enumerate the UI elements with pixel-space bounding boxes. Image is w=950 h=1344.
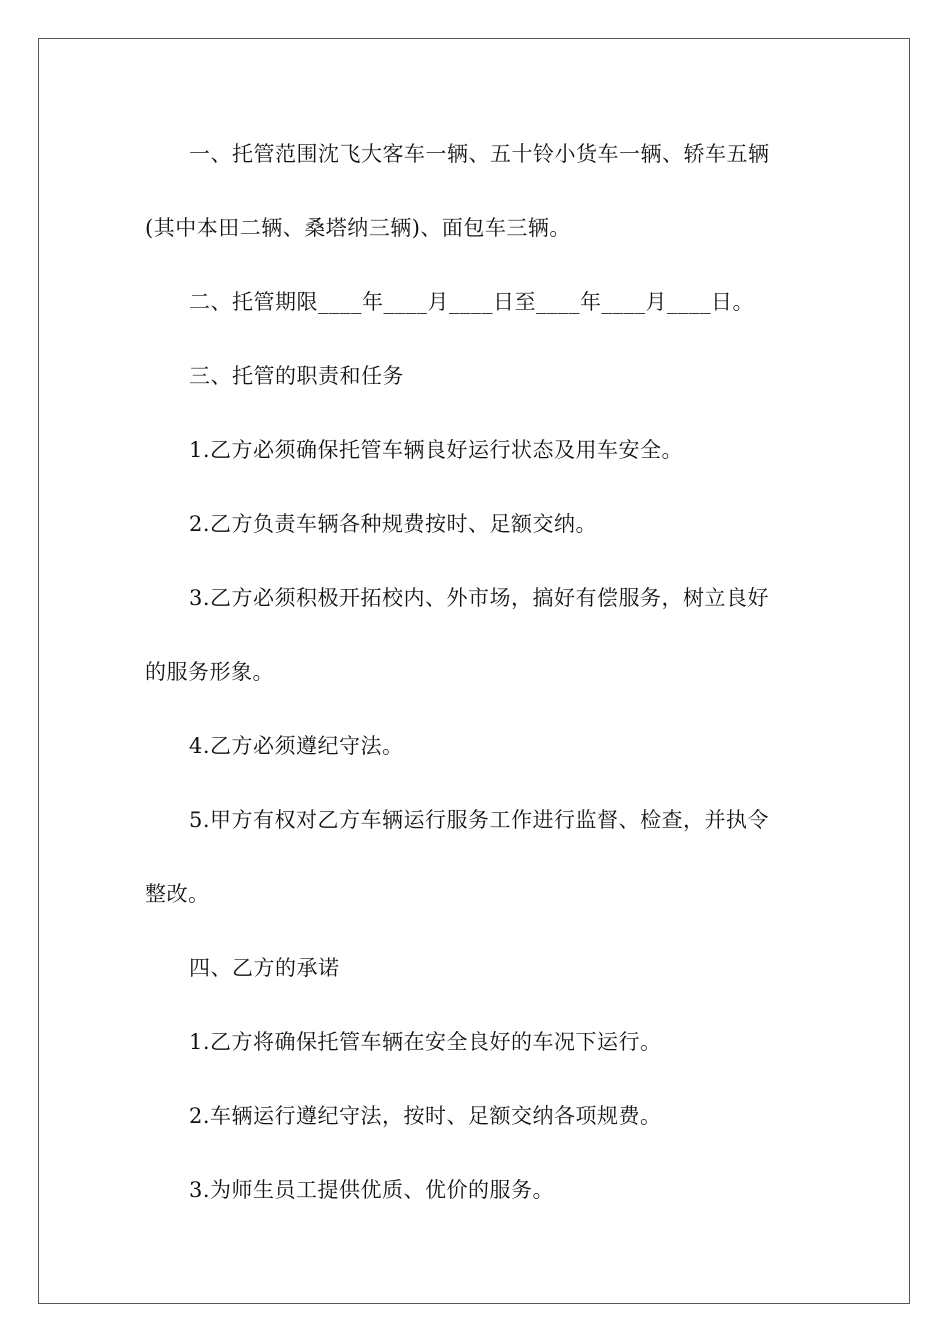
section-3-item-3-line-1: 3.乙方必须积极开拓校内、外市场，搞好有偿服务，树立良好 [189, 586, 770, 610]
section-3-item-2: 2.乙方负责车辆各种规费按时、足额交纳。 [189, 512, 598, 536]
section-3-heading: 三、托管的职责和任务 [189, 364, 404, 388]
section-4-heading: 四、乙方的承诺 [189, 956, 340, 980]
section-3-item-4: 4.乙方必须遵纪守法。 [189, 734, 404, 758]
document-body [145, 128, 805, 1238]
section-1-scope-line-1: 一、托管范围沈飞大客车一辆、五十铃小货车一辆、轿车五辆 [189, 142, 770, 166]
section-2-term: 二、托管期限____年____月____日至____年____月____日。 [189, 290, 754, 314]
section-3-item-5-line-2: 整改。 [145, 882, 210, 906]
section-3-item-1: 1.乙方必须确保托管车辆良好运行状态及用车安全。 [189, 438, 684, 462]
section-4-item-2: 2.车辆运行遵纪守法，按时、足额交纳各项规费。 [189, 1104, 662, 1128]
section-4-item-3: 3.为师生员工提供优质、优价的服务。 [189, 1178, 555, 1202]
section-3-item-3-line-2: 的服务形象。 [145, 660, 274, 684]
section-3-item-5-line-1: 5.甲方有权对乙方车辆运行服务工作进行监督、检查，并执令 [189, 808, 770, 832]
section-1-scope-line-2: (其中本田二辆、桑塔纳三辆)、面包车三辆。 [145, 216, 571, 240]
section-4-item-1: 1.乙方将确保托管车辆在安全良好的车况下运行。 [189, 1030, 662, 1054]
